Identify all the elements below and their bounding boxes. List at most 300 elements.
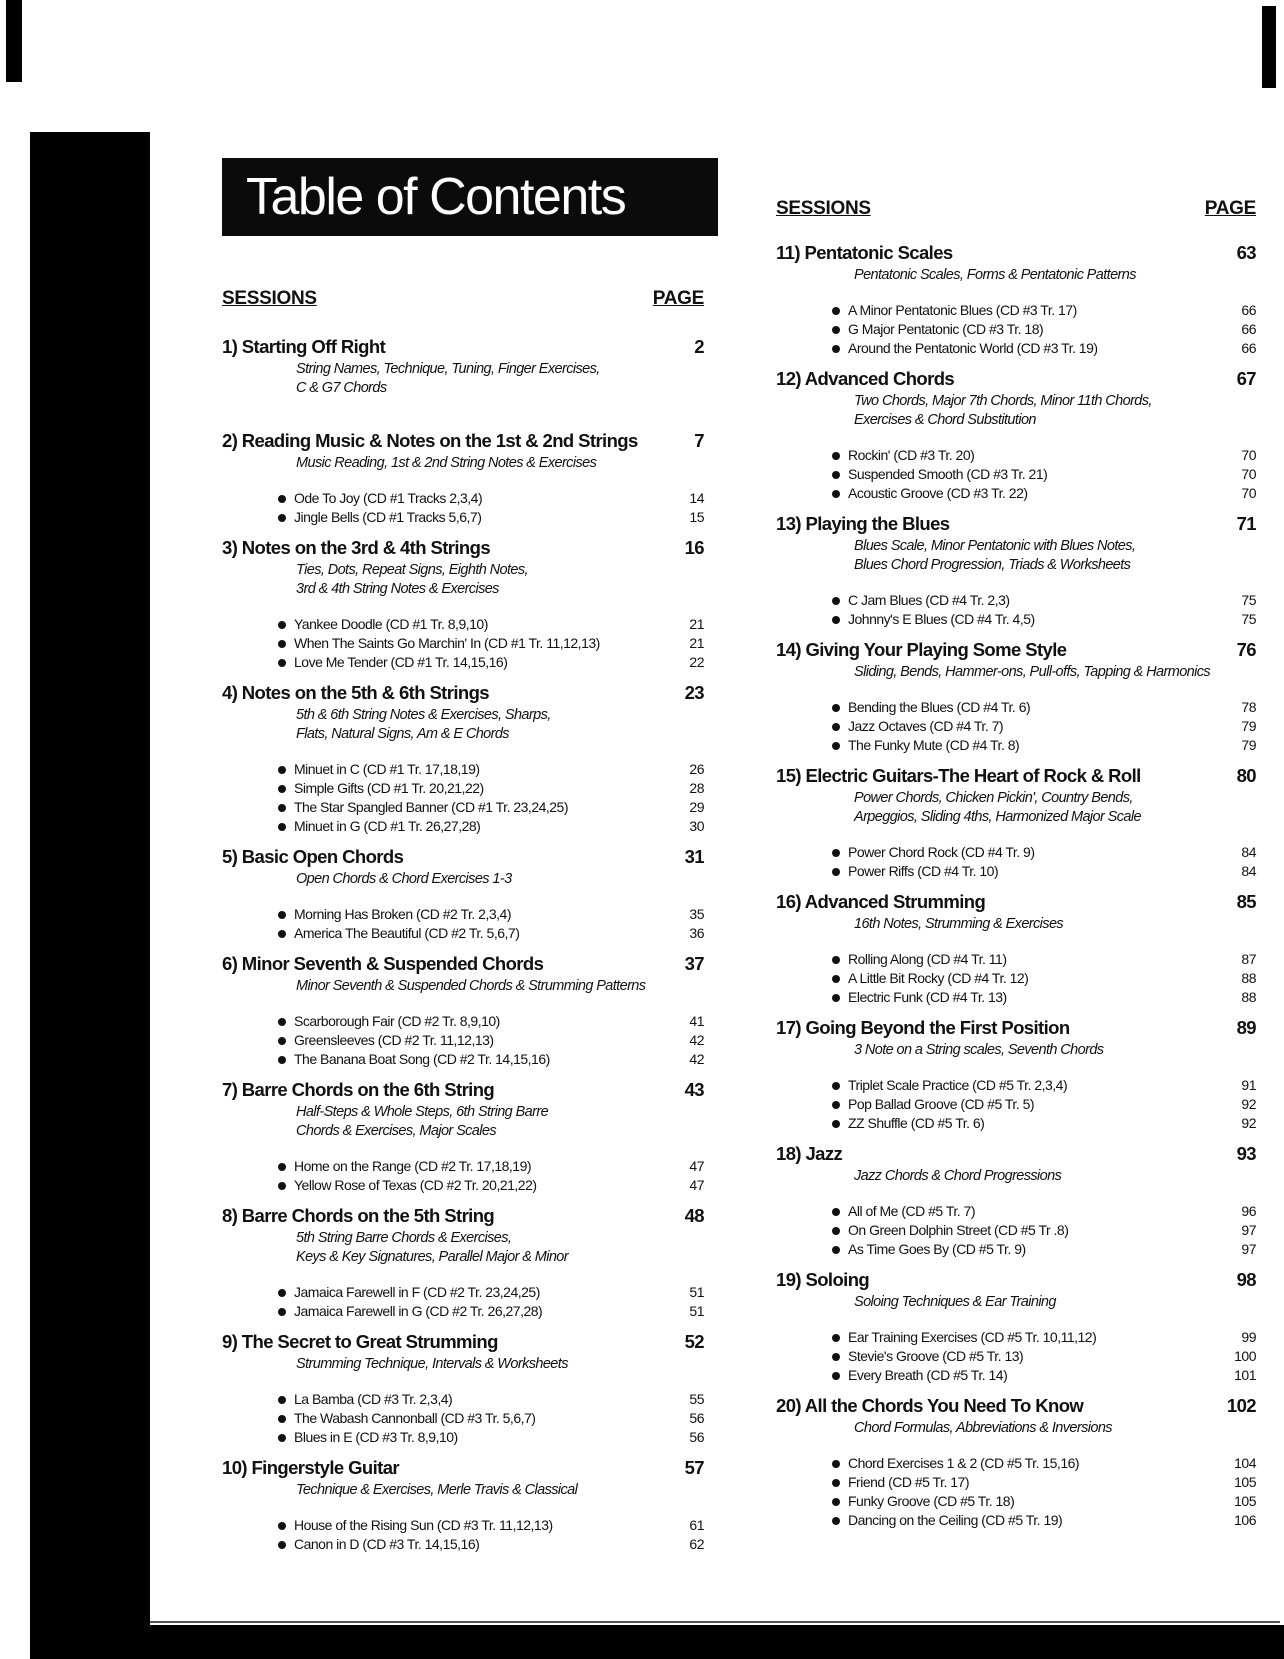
song-name: Jingle Bells (CD #1 Tracks 5,6,7) <box>294 509 482 525</box>
bullet-icon <box>832 597 840 605</box>
song-item <box>222 1390 704 1409</box>
song-item <box>776 1328 1256 1347</box>
session-title: 5) Basic Open Chords <box>222 846 404 867</box>
session-description <box>296 977 704 996</box>
bullet-icon <box>278 1018 286 1026</box>
song-name: The Wabash Cannonball (CD #3 Tr. 5,6,7) <box>294 1410 536 1426</box>
session-heading <box>776 765 1256 787</box>
session-description <box>296 706 704 744</box>
session-entry <box>222 1331 704 1447</box>
session-entry <box>776 513 1256 629</box>
song-item <box>776 862 1256 881</box>
song-page: 70 <box>1241 485 1256 501</box>
song-name: As Time Goes By (CD #5 Tr. 9) <box>848 1241 1026 1257</box>
song-list <box>222 489 704 527</box>
song-page: 96 <box>1241 1203 1256 1219</box>
description-line: 5th & 6th String Notes & Exercises, Sharps, <box>296 707 551 723</box>
song-label <box>278 634 600 653</box>
song-name: Jamaica Farewell in G (CD #2 Tr. 26,27,28) <box>294 1303 543 1319</box>
session-title: 16) Advanced Strumming <box>776 891 986 912</box>
song-label <box>278 1516 553 1535</box>
song-label <box>278 1535 479 1554</box>
session-description <box>854 537 1256 575</box>
description-line: Chords & Exercises, Major Scales <box>296 1123 496 1139</box>
description-line: Open Chords & Chord Exercises 1-3 <box>296 871 512 887</box>
session-title: 14) Giving Your Playing Some Style <box>776 639 1067 660</box>
session-heading <box>776 242 1256 264</box>
song-name: Rolling Along (CD #4 Tr. 11) <box>848 951 1007 967</box>
bullet-icon <box>832 1353 840 1361</box>
description-line: Flats, Natural Signs, Am & E Chords <box>296 726 509 742</box>
description-line: Half-Steps & Whole Steps, 6th String Barre <box>296 1104 549 1120</box>
song-item <box>776 610 1256 629</box>
song-page: 84 <box>1241 844 1256 860</box>
session-page: 85 <box>1236 891 1256 912</box>
song-page: 26 <box>689 761 704 777</box>
song-list <box>222 1283 704 1321</box>
description-line: Strumming Technique, Intervals & Worksheets <box>296 1356 568 1372</box>
song-page: 91 <box>1241 1077 1256 1093</box>
song-label <box>832 717 1003 736</box>
session-page: 67 <box>1236 368 1256 389</box>
song-label <box>832 610 1035 629</box>
song-page: 104 <box>1234 1455 1256 1471</box>
session-entry <box>776 242 1256 358</box>
description-line: Soloing Techniques & Ear Training <box>854 1294 1056 1310</box>
bullet-icon <box>278 1037 286 1045</box>
bullet-icon <box>278 1308 286 1316</box>
session-title: 3) Notes on the 3rd & 4th Strings <box>222 537 491 558</box>
description-line: 3rd & 4th String Notes & Exercises <box>296 581 499 597</box>
session-heading <box>222 1457 704 1479</box>
song-label <box>278 615 488 634</box>
session-page: 63 <box>1236 242 1256 263</box>
song-label <box>832 339 1098 358</box>
session-title: 6) Minor Seventh & Suspended Chords <box>222 953 544 974</box>
song-item <box>776 484 1256 503</box>
bullet-icon <box>832 1208 840 1216</box>
session-description <box>854 1293 1256 1312</box>
song-name: All of Me (CD #5 Tr. 7) <box>848 1203 975 1219</box>
song-item <box>222 1409 704 1428</box>
song-list <box>776 1076 1256 1133</box>
song-name: A Minor Pentatonic Blues (CD #3 Tr. 17) <box>848 302 1077 318</box>
song-label <box>278 1302 542 1321</box>
song-name: Funky Groove (CD #5 Tr. 18) <box>848 1493 1015 1509</box>
bullet-icon <box>278 785 286 793</box>
song-page: 35 <box>689 906 704 922</box>
bullet-icon <box>832 1227 840 1235</box>
song-label <box>832 320 1043 339</box>
song-name: Around the Pentatonic World (CD #3 Tr. 19) <box>848 340 1098 356</box>
song-item <box>776 591 1256 610</box>
session-title: 17) Going Beyond the First Position <box>776 1017 1070 1038</box>
bullet-icon <box>832 868 840 876</box>
song-name: Stevie's Groove (CD #5 Tr. 13) <box>848 1348 1024 1364</box>
song-name: Dancing on the Ceiling (CD #5 Tr. 19) <box>848 1512 1063 1528</box>
song-page: 99 <box>1241 1329 1256 1345</box>
bullet-icon <box>832 704 840 712</box>
song-item <box>776 339 1256 358</box>
bullet-icon <box>832 490 840 498</box>
song-list <box>776 950 1256 1007</box>
bullet-icon <box>832 307 840 315</box>
session-title: 13) Playing the Blues <box>776 513 950 534</box>
bullet-icon <box>832 975 840 983</box>
song-name: G Major Pentatonic (CD #3 Tr. 18) <box>848 321 1044 337</box>
song-page: 79 <box>1241 737 1256 753</box>
song-page: 97 <box>1241 1241 1256 1257</box>
session-page: 43 <box>684 1079 704 1100</box>
song-item <box>222 634 704 653</box>
song-page: 97 <box>1241 1222 1256 1238</box>
song-label <box>832 1076 1067 1095</box>
bullet-icon <box>278 911 286 919</box>
song-label <box>832 465 1047 484</box>
song-page: 21 <box>689 616 704 632</box>
bullet-icon <box>278 1056 286 1064</box>
bullet-icon <box>832 1246 840 1254</box>
session-entry <box>222 336 704 398</box>
song-label <box>278 1012 500 1031</box>
song-name: ZZ Shuffle (CD #5 Tr. 6) <box>848 1115 985 1131</box>
song-item <box>222 1428 704 1447</box>
session-entry <box>776 1017 1256 1133</box>
scan-edge-left-side <box>30 132 150 1632</box>
song-name: The Banana Boat Song (CD #2 Tr. 14,15,16) <box>294 1051 550 1067</box>
session-description <box>296 1103 704 1141</box>
session-heading <box>776 368 1256 390</box>
song-item <box>776 1240 1256 1259</box>
bullet-icon <box>278 640 286 648</box>
scan-edge-left-top <box>6 0 22 82</box>
song-label <box>832 862 998 881</box>
session-page: 52 <box>684 1331 704 1352</box>
song-name: Yellow Rose of Texas (CD #2 Tr. 20,21,22) <box>294 1177 537 1193</box>
session-description <box>854 1167 1256 1186</box>
song-page: 36 <box>689 925 704 941</box>
song-page: 70 <box>1241 447 1256 463</box>
song-page: 42 <box>689 1051 704 1067</box>
bullet-icon <box>832 1120 840 1128</box>
song-item <box>222 905 704 924</box>
song-page: 41 <box>689 1013 704 1029</box>
song-label <box>832 1240 1026 1259</box>
song-item <box>776 446 1256 465</box>
bullet-icon <box>832 1372 840 1380</box>
bullet-icon <box>832 723 840 731</box>
description-line: 5th String Barre Chords & Exercises, <box>296 1230 512 1246</box>
song-name: Morning Has Broken (CD #2 Tr. 2,3,4) <box>294 906 511 922</box>
song-item <box>776 1366 1256 1385</box>
song-page: 22 <box>689 654 704 670</box>
bullet-icon <box>278 804 286 812</box>
song-page: 66 <box>1241 340 1256 356</box>
song-item <box>222 1302 704 1321</box>
song-name: House of the Rising Sun (CD #3 Tr. 11,12,13) <box>294 1517 553 1533</box>
song-item <box>222 1176 704 1195</box>
session-page: 16 <box>684 537 704 558</box>
session-description <box>296 561 704 599</box>
song-label <box>832 1347 1023 1366</box>
song-page: 101 <box>1234 1367 1256 1383</box>
song-name: Yankee Doodle (CD #1 Tr. 8,9,10) <box>294 616 488 632</box>
bullet-icon <box>278 1434 286 1442</box>
song-label <box>832 1328 1096 1347</box>
song-page: 56 <box>689 1410 704 1426</box>
song-label <box>832 1202 975 1221</box>
bullet-icon <box>832 345 840 353</box>
session-page: 89 <box>1236 1017 1256 1038</box>
song-list <box>222 1157 704 1195</box>
session-description <box>296 454 704 473</box>
session-title: 18) Jazz <box>776 1143 843 1164</box>
song-list <box>776 843 1256 881</box>
song-name: Minuet in C (CD #1 Tr. 17,18,19) <box>294 761 480 777</box>
song-name: Home on the Range (CD #2 Tr. 17,18,19) <box>294 1158 532 1174</box>
song-item <box>222 779 704 798</box>
song-page: 47 <box>689 1177 704 1193</box>
song-page: 75 <box>1241 611 1256 627</box>
session-entry <box>222 1079 704 1195</box>
session-title: 10) Fingerstyle Guitar <box>222 1457 399 1478</box>
session-page: 76 <box>1236 639 1256 660</box>
song-page: 79 <box>1241 718 1256 734</box>
bullet-icon <box>832 1479 840 1487</box>
session-heading <box>222 682 704 704</box>
song-label <box>832 843 1035 862</box>
bullet-icon <box>832 326 840 334</box>
song-list <box>776 446 1256 503</box>
session-title: 8) Barre Chords on the 5th String <box>222 1205 495 1226</box>
song-label <box>832 1511 1062 1530</box>
song-label <box>278 1409 535 1428</box>
page-heading: PAGE <box>1204 198 1256 219</box>
song-list <box>222 1390 704 1447</box>
bullet-icon <box>278 930 286 938</box>
session-entry <box>776 891 1256 1007</box>
session-page: 37 <box>684 953 704 974</box>
song-name: Power Riffs (CD #4 Tr. 10) <box>848 863 999 879</box>
song-item <box>776 301 1256 320</box>
sessions-heading: SESSIONS <box>222 288 317 309</box>
session-entry <box>222 430 704 527</box>
session-entry <box>222 846 704 943</box>
session-page: 102 <box>1226 1395 1256 1416</box>
song-page: 29 <box>689 799 704 815</box>
scan-edge-bottom <box>30 1625 1284 1659</box>
bullet-icon <box>278 1163 286 1171</box>
song-item <box>222 1535 704 1554</box>
song-item <box>776 1114 1256 1133</box>
bullet-icon <box>832 1082 840 1090</box>
session-entry <box>222 682 704 836</box>
song-list <box>222 905 704 943</box>
song-item <box>222 508 704 527</box>
song-label <box>832 1366 1007 1385</box>
bullet-icon <box>832 1498 840 1506</box>
bullet-icon <box>832 1460 840 1468</box>
page-heading: PAGE <box>652 288 704 309</box>
song-page: 42 <box>689 1032 704 1048</box>
song-page: 92 <box>1241 1096 1256 1112</box>
song-page: 87 <box>1241 951 1256 967</box>
song-page: 15 <box>689 509 704 525</box>
right-session-list <box>776 242 1256 1530</box>
session-entry <box>776 368 1256 503</box>
song-name: When The Saints Go Marchin' In (CD #1 Tr. 11,12,13) <box>294 635 600 651</box>
song-name: Rockin' (CD #3 Tr. 20) <box>848 447 975 463</box>
song-name: America The Beautiful (CD #2 Tr. 5,6,7) <box>294 925 520 941</box>
bullet-icon <box>832 616 840 624</box>
session-page: 57 <box>684 1457 704 1478</box>
song-item <box>776 465 1256 484</box>
session-title: 11) Pentatonic Scales <box>776 242 953 263</box>
song-page: 55 <box>689 1391 704 1407</box>
description-line: Jazz Chords & Chord Progressions <box>854 1168 1062 1184</box>
song-label <box>832 698 1030 717</box>
song-page: 62 <box>689 1536 704 1552</box>
bullet-icon <box>832 1517 840 1525</box>
song-item <box>776 717 1256 736</box>
song-name: Suspended Smooth (CD #3 Tr. 21) <box>848 466 1048 482</box>
song-label <box>278 1428 458 1447</box>
right-column-header <box>776 198 1256 220</box>
session-page: 93 <box>1236 1143 1256 1164</box>
song-item <box>222 653 704 672</box>
song-item <box>222 615 704 634</box>
left-column <box>222 288 704 1564</box>
session-description <box>854 266 1256 285</box>
page-title: Table of Contents <box>222 158 718 236</box>
left-session-list <box>222 336 704 1554</box>
session-heading <box>776 1017 1256 1039</box>
session-heading <box>222 537 704 559</box>
song-label <box>278 1390 452 1409</box>
song-name: Johnny's E Blues (CD #4 Tr. 4,5) <box>848 611 1035 627</box>
session-page: 31 <box>684 846 704 867</box>
session-description <box>296 1481 704 1500</box>
song-item <box>776 950 1256 969</box>
song-label <box>832 1473 969 1492</box>
description-line: Ties, Dots, Repeat Signs, Eighth Notes, <box>296 562 528 578</box>
session-description <box>296 1229 704 1267</box>
bullet-icon <box>278 1289 286 1297</box>
song-item <box>776 320 1256 339</box>
song-item <box>776 1454 1256 1473</box>
song-name: Minuet in G (CD #1 Tr. 26,27,28) <box>294 818 481 834</box>
song-label <box>278 489 482 508</box>
song-item <box>222 760 704 779</box>
song-name: Canon in D (CD #3 Tr. 14,15,16) <box>294 1536 480 1552</box>
song-name: Greensleeves (CD #2 Tr. 11,12,13) <box>294 1032 494 1048</box>
song-label <box>278 924 519 943</box>
song-label <box>278 1157 531 1176</box>
song-page: 30 <box>689 818 704 834</box>
bullet-icon <box>278 659 286 667</box>
description-line: Blues Chord Progression, Triads & Worksheets <box>854 557 1131 573</box>
song-name: Every Breath (CD #5 Tr. 14) <box>848 1367 1008 1383</box>
song-item <box>776 969 1256 988</box>
session-description <box>854 392 1256 430</box>
song-item <box>222 924 704 943</box>
session-page: 98 <box>1236 1269 1256 1290</box>
session-page: 80 <box>1236 765 1256 786</box>
song-label <box>832 484 1028 503</box>
song-list <box>222 1516 704 1554</box>
session-heading <box>776 1143 1256 1165</box>
session-heading <box>222 846 704 868</box>
song-item <box>776 1095 1256 1114</box>
song-label <box>832 1095 1034 1114</box>
song-label <box>278 779 484 798</box>
song-label <box>278 1176 537 1195</box>
song-label <box>832 969 1028 988</box>
bullet-icon <box>278 1541 286 1549</box>
song-page: 14 <box>689 490 704 506</box>
song-label <box>278 1050 550 1069</box>
bullet-icon <box>278 495 286 503</box>
session-heading <box>776 1269 1256 1291</box>
session-page: 2 <box>694 336 704 357</box>
session-heading <box>776 513 1256 535</box>
session-description <box>854 663 1256 682</box>
song-name: Jazz Octaves (CD #4 Tr. 7) <box>848 718 1004 734</box>
description-line: String Names, Technique, Tuning, Finger Exercises, <box>296 361 600 377</box>
bullet-icon <box>278 1522 286 1530</box>
song-name: Power Chord Rock (CD #4 Tr. 9) <box>848 844 1035 860</box>
session-description <box>854 1419 1256 1438</box>
song-page: 105 <box>1234 1493 1256 1509</box>
song-item <box>222 1157 704 1176</box>
song-label <box>832 1114 984 1133</box>
session-description <box>296 1355 704 1374</box>
song-page: 56 <box>689 1429 704 1445</box>
song-item <box>776 1473 1256 1492</box>
song-label <box>832 446 974 465</box>
song-name: Blues in E (CD #3 Tr. 8,9,10) <box>294 1429 458 1445</box>
session-description <box>296 360 704 398</box>
song-list <box>222 615 704 672</box>
session-title: 1) Starting Off Right <box>222 336 386 357</box>
session-description <box>854 789 1256 827</box>
song-label <box>278 1283 540 1302</box>
song-page: 66 <box>1241 302 1256 318</box>
description-line: 3 Note on a String scales, Seventh Chords <box>854 1042 1104 1058</box>
song-name: La Bamba (CD #3 Tr. 2,3,4) <box>294 1391 453 1407</box>
song-name: C Jam Blues (CD #4 Tr. 2,3) <box>848 592 1010 608</box>
bullet-icon <box>832 452 840 460</box>
song-item <box>776 736 1256 755</box>
song-label <box>832 1221 1068 1240</box>
session-entry <box>776 639 1256 755</box>
song-list <box>222 760 704 836</box>
session-heading <box>222 1079 704 1101</box>
session-title: 20) All the Chords You Need To Know <box>776 1395 1084 1416</box>
song-item <box>222 1012 704 1031</box>
song-label <box>278 653 507 672</box>
song-page: 70 <box>1241 466 1256 482</box>
session-description <box>854 1041 1256 1060</box>
song-page: 66 <box>1241 321 1256 337</box>
song-list <box>776 1202 1256 1259</box>
right-column <box>776 198 1256 1540</box>
description-line: 16th Notes, Strumming & Exercises <box>854 916 1064 932</box>
song-name: Friend (CD #5 Tr. 17) <box>848 1474 969 1490</box>
session-entry <box>222 1205 704 1321</box>
song-page: 28 <box>689 780 704 796</box>
song-label <box>278 760 480 779</box>
